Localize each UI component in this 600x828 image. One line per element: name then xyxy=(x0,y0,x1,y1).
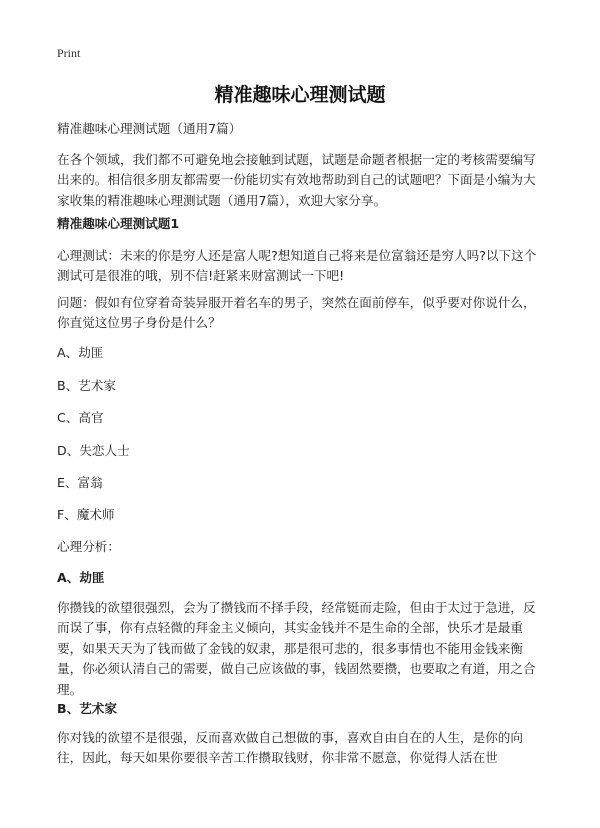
answer-paragraph: 你对钱的欲望不是很强，反而喜欢做自己想做的事，喜欢自由自在的人生，是你的向往，因此，每天如果你要很辛苦工作攒取钱财，你非常不愿意，你觉得人活在世 xyxy=(57,730,523,766)
analysis-label: 心理分析： xyxy=(57,539,120,554)
section-heading: 精准趣味心理测试题1 xyxy=(57,216,180,231)
option-item: E、富翁 xyxy=(57,475,103,490)
intro-paragraph: 在各个领域，我们都不可避免地会接触到试题，试题是命题者根据一定的考核需要编写出来的。相信很多朋友都需要一份能切实有效地帮助到自己的试题吧？下面是小编为大家收集的精准趣味心理测试题（通用7篇），欢迎大家分享。 xyxy=(57,152,536,208)
answer-heading: B、艺术家 xyxy=(57,701,117,716)
option-item: B、艺术家 xyxy=(57,378,117,393)
page-title: 精准趣味心理测试题 xyxy=(214,84,386,106)
section-intro-paragraph: 心理测试：未来的你是穷人还是富人呢?想知道自己将来是位富翁还是穷人吗?以下这个测试可是很准的哦，别不信!赶紧来财富测试一下吧! xyxy=(57,248,537,284)
option-item: D、失恋人士 xyxy=(57,443,130,458)
print-label[interactable]: Print xyxy=(57,46,81,60)
subtitle: 精准趣味心理测试题（通用7篇） xyxy=(57,121,242,136)
option-item: C、高官 xyxy=(57,410,104,425)
answer-paragraph: 你攒钱的欲望很强烈，会为了攒钱而不择手段，经常铤而走险，但由于太过于急进，反而误了事，你有点轻微的拜金主义倾向，其实金钱并不是生命的全部，快乐才是最重要，如果天天为了钱而做了金钱的奴隶，那是很可悲的，很多事情也不能用金钱来衡量，你必须认清自己的需要，做自己应该做的事，钱固然要攒，也要取之有道，用之合理。 xyxy=(57,600,536,697)
option-item: F、魔术师 xyxy=(57,507,115,522)
answer-heading: A、劫匪 xyxy=(57,570,105,585)
option-item: A、劫匪 xyxy=(57,345,104,360)
question-paragraph: 问题：假如有位穿着奇装异服开着名车的男子，突然在面前停车，似乎要对你说什么，你直觉这位男子身份是什么？ xyxy=(57,295,536,331)
